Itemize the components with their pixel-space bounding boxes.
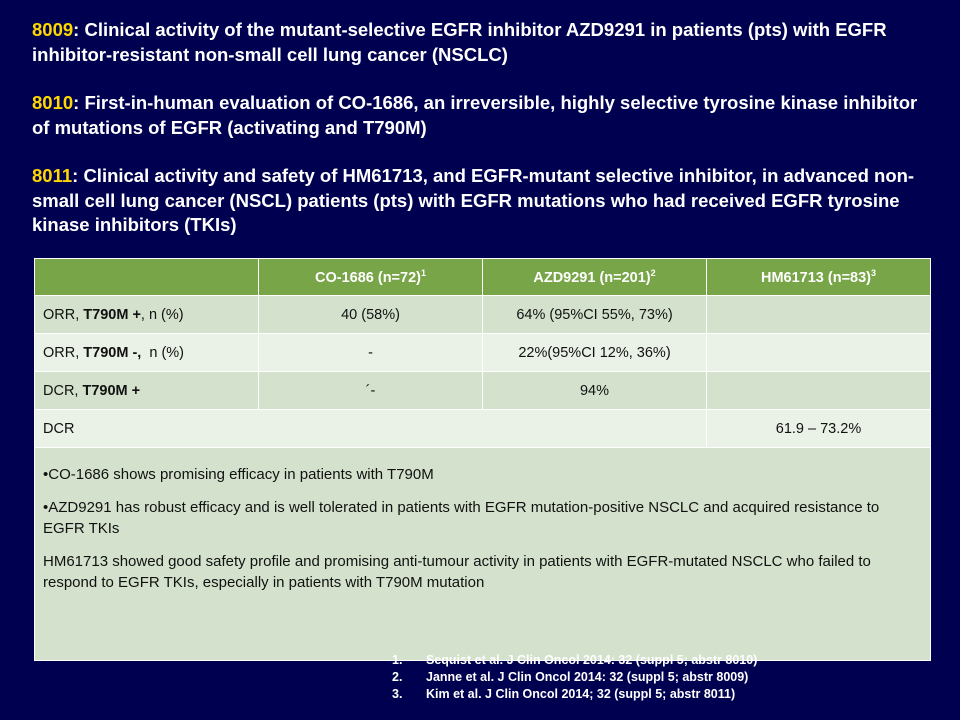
cell-hm61713 — [707, 296, 931, 334]
abstract-title: : Clinical activity of the mutant-selective EGFR inhibitor AZD9291 in patients (pts) with EGFR inhibitor-resistant non-small cell lung cancer (NSCLC) — [32, 19, 887, 65]
abstract-title: : First-in-human evaluation of CO-1686, an irreversible, highly selective tyrosine kinase inhibitor of mutations of EGFR (activating and T790M) — [32, 92, 918, 138]
abstract-8009 — [32, 18, 932, 67]
cell-azd9291: 94% — [483, 372, 707, 410]
header-azd9291: AZD9291 (n=201)$^2$ — [483, 259, 707, 296]
cell-hm61713 — [707, 372, 931, 410]
header-empty — [35, 259, 259, 296]
abstract-number: 8011 — [32, 165, 73, 186]
note-item: •CO-1686 shows promising efficacy in patients with T790M — [43, 466, 434, 483]
row-label: ORR, T790M -, n (%) — [35, 334, 259, 372]
notes-row — [35, 448, 931, 661]
abstract-8010 — [32, 91, 932, 140]
results-table — [34, 258, 931, 661]
row-label: DCR — [35, 410, 707, 448]
cell-hm61713: 61.9 – 73.2% — [707, 410, 931, 448]
table-row — [35, 334, 931, 372]
abstract-number: 8010 — [32, 92, 74, 113]
cell-co1686: - — [259, 334, 483, 372]
cell-hm61713 — [707, 334, 931, 372]
references-list — [392, 652, 757, 703]
abstract-number: 8009 — [32, 19, 74, 40]
reference-item: 2. Janne et al. J Clin Oncol 2014: 32 (suppl 5; abstr 8009) — [392, 670, 749, 684]
notes-cell — [35, 448, 931, 661]
cell-co1686: ´- — [259, 372, 483, 410]
cell-co1686: 40 (58%) — [259, 296, 483, 334]
abstract-8011 — [32, 164, 932, 238]
header-co1686: CO-1686 (n=72)$^1$ — [259, 259, 483, 296]
abstract-title: : Clinical activity and safety of HM61713, and EGFR-mutant selective inhibitor, in advanced non-small cell lung cancer (NSCL) patients (pts) with EGFR mutations who had received EGFR tyrosine kinase inhibitors (TKIs) — [32, 165, 915, 235]
row-label: ORR, T790M +, n (%) — [35, 296, 259, 334]
table-row-dcr — [35, 410, 931, 448]
table-header-row — [35, 259, 931, 296]
reference-item: 3. Kim et al. J Clin Oncol 2014; 32 (suppl 5; abstr 8011) — [392, 687, 736, 701]
cell-azd9291: 64% (95%CI 55%, 73%) — [483, 296, 707, 334]
note-item: •AZD9291 has robust efficacy and is well tolerated in patients with EGFR mutation-positive NSCLC and acquired resistance to EGFR TKIs — [43, 499, 880, 537]
table-row — [35, 296, 931, 334]
abstracts-section — [32, 18, 932, 262]
reference-item: 1. Sequist et al. J Clin Oncol 2014: 32 (suppl 5; abstr 8010) — [392, 653, 758, 667]
header-hm61713: HM61713 (n=83)$^3$ — [707, 259, 931, 296]
note-item: HM61713 showed good safety profile and promising anti-tumour activity in patients with EGFR-mutated NSCLC who failed to respond to EGFR TKIs, especially in patients with T790M mutation — [43, 553, 871, 591]
table-row — [35, 372, 931, 410]
row-label: DCR, T790M + — [35, 372, 259, 410]
cell-azd9291: 22%(95%CI 12%, 36%) — [483, 334, 707, 372]
